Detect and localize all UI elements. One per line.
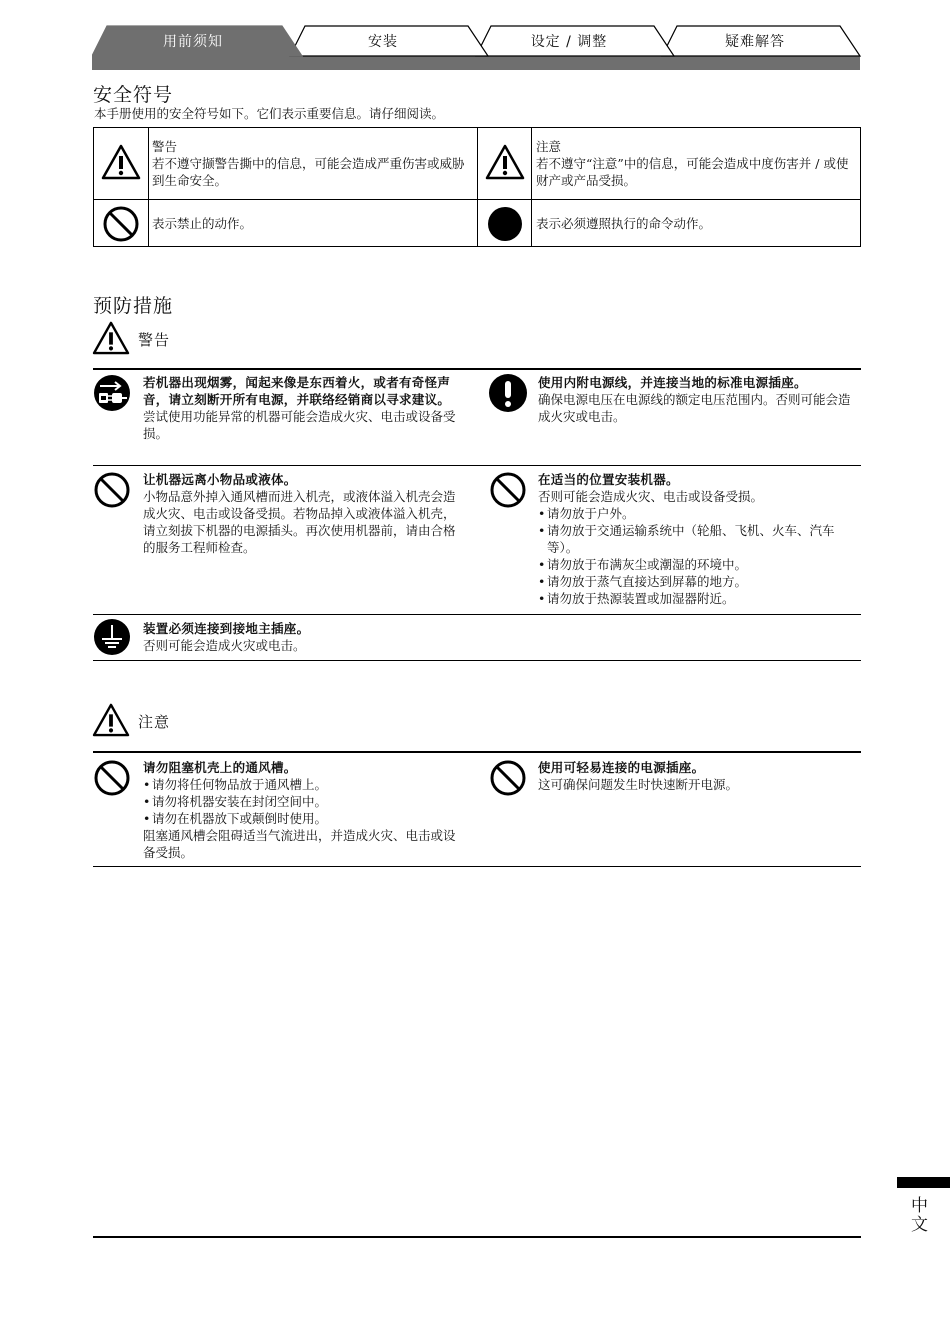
warning-item-power-cord <box>538 374 858 425</box>
warning-item-location <box>538 471 858 607</box>
bullet-item: • 请勿将任何物品放于通风槽上。 <box>143 776 463 793</box>
divider <box>93 660 861 661</box>
bullet-item: • 请勿将机器安装在封闭空间中。 <box>143 793 463 810</box>
item-body: 否则可能会造成火灾、电击或设备受损。 <box>538 489 764 504</box>
item-bullets <box>538 505 858 607</box>
item-title: 使用内附电源线，并连接当地的标准电源插座。 <box>538 375 807 390</box>
tab-before-use[interactable]: 用前须知 <box>163 34 223 50</box>
item-title: 装置必须连接到接地主插座。 <box>143 621 310 636</box>
item-body: 确保电源电压在电源线的额定电压范围内。否则可能会造成火灾或电击。 <box>538 392 851 424</box>
item-title: 若机器出现烟雾，闻起来像是东西着火，或者有奇怪声音，请立刻断开所有电源，并联络经销商以寻求建议。 <box>143 375 451 407</box>
item-bullets <box>143 776 463 827</box>
top-tab-bar <box>92 24 862 72</box>
item-body: 否则可能会造成火灾或电击。 <box>143 638 306 653</box>
warning-label: 警告 <box>152 139 178 154</box>
bullet-item: • 请勿放于蒸气直接达到屏幕的地方。 <box>538 573 858 590</box>
prohibited-description: 表示禁止的动作。 <box>152 216 253 231</box>
caution-triangle-icon <box>485 144 525 180</box>
item-body: 这可确保问题发生时快速断开电源。 <box>538 777 739 792</box>
item-body: 阻塞通风槽会阻碍适当气流进出，并造成火灾、电击或设备受损。 <box>143 828 456 860</box>
warning-triangle-icon <box>92 321 130 355</box>
warning-triangle-icon <box>101 144 141 180</box>
safety-symbols-title: 安全符号 <box>93 84 174 106</box>
caution-item-ventilation <box>143 759 463 861</box>
caution-heading: 注意 <box>138 713 171 731</box>
prohibited-icon <box>489 759 527 797</box>
bullet-item: • 请勿在机器放下或颠倒时使用。 <box>143 810 463 827</box>
mandatory-action-icon <box>486 205 524 243</box>
tab-installation[interactable]: 安装 <box>368 34 398 50</box>
language-tab-label: 中文 <box>907 1196 927 1234</box>
warning-heading: 警告 <box>138 331 171 349</box>
precautions-title: 预防措施 <box>93 295 174 317</box>
prohibited-icon <box>93 471 131 509</box>
item-body: 小物品意外掉入通风槽而进入机壳，或液体溢入机壳会造成火灾、电击或设备受损。若物品掉入或液体溢入机壳，请立刻拔下机器的电源插头。再次使用机器前，请由合格的服务工程师检查。 <box>143 489 456 555</box>
item-title: 让机器远离小物品或液体。 <box>143 472 297 487</box>
warning-item-smoke <box>143 374 463 442</box>
divider <box>93 866 861 867</box>
divider <box>93 614 861 615</box>
footer-divider <box>93 1236 861 1238</box>
safety-symbols-table <box>93 127 861 247</box>
mandatory-description: 表示必须遵照执行的命令动作。 <box>536 216 712 231</box>
tab-troubleshooting[interactable]: 疑难解答 <box>725 34 785 50</box>
caution-item-outlet <box>538 759 858 793</box>
item-title: 使用可轻易连接的电源插座。 <box>538 760 705 775</box>
prohibited-icon <box>489 471 527 509</box>
prohibited-icon <box>93 759 131 797</box>
language-tab-marker <box>897 1177 950 1188</box>
item-title: 请勿阻塞机壳上的通风槽。 <box>143 760 297 775</box>
warning-description: 若不遵守撷警告撕中的信息，可能会造成严重伤害或威胁到生命安全。 <box>152 156 465 188</box>
mandatory-icon <box>488 373 528 413</box>
tab-settings-adjustment[interactable]: 设定 / 调整 <box>530 34 608 50</box>
safety-symbols-intro: 本手册使用的安全符号如下。它们表示重要信息。请仔细阅读。 <box>94 106 445 121</box>
item-title: 在适当的位置安装机器。 <box>538 472 679 487</box>
divider <box>93 368 861 370</box>
divider <box>93 751 861 753</box>
warning-item-ground <box>143 620 463 654</box>
unplug-icon <box>93 374 131 412</box>
caution-label: 注意 <box>536 139 562 154</box>
bullet-item: • 请勿放于热源装置或加湿器附近。 <box>538 590 858 607</box>
item-body: 尝试使用功能异常的机器可能会造成火灾、电击或设备受损。 <box>143 409 456 441</box>
warning-cell <box>152 138 470 189</box>
bullet-item: • 请勿放于交通运输系统中（轮船、飞机、火车、汽车等）。 <box>538 522 858 556</box>
caution-triangle-icon <box>92 703 130 737</box>
bullet-item: • 请勿放于户外。 <box>538 505 858 522</box>
divider <box>93 465 861 466</box>
warning-item-small-objects <box>143 471 463 556</box>
caution-description: 若不遵守“注意”中的信息，可能会造成中度伤害并 / 或使财产或产品受损。 <box>536 156 849 188</box>
bullet-item: • 请勿放于布满灰尘或潮湿的环境中。 <box>538 556 858 573</box>
prohibited-icon <box>102 205 140 243</box>
caution-cell <box>536 138 854 189</box>
ground-icon <box>93 618 131 656</box>
